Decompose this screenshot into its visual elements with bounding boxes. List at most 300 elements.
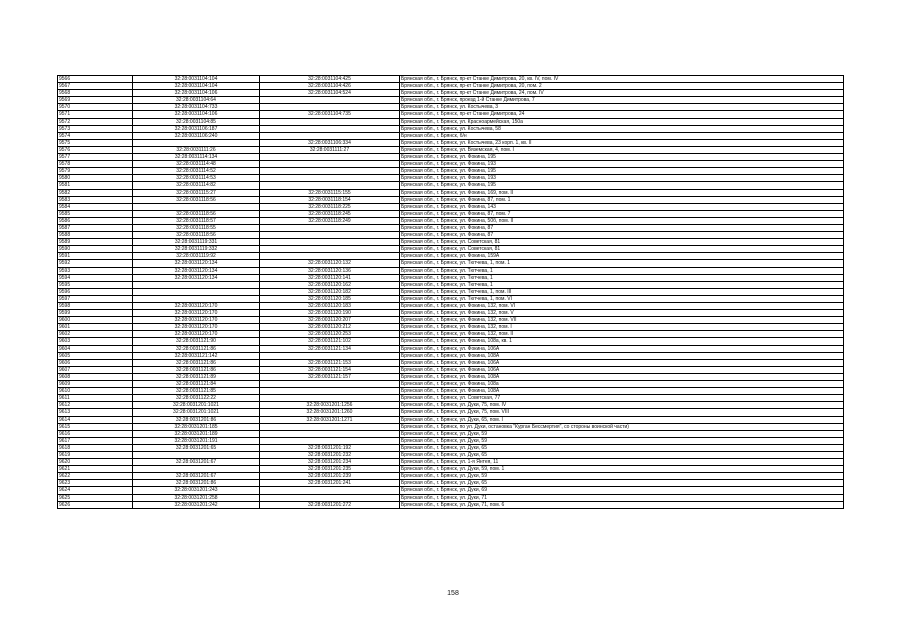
cadastral-number-cell: 32:28:0031118:55 [133,224,260,231]
address-cell: Брянская обл., г. Брянск, ул. Тютчева, 1 [400,267,844,274]
cadastral-number-cell: 32:28:0031201:65 [133,444,260,451]
cadastral-number-cell [133,451,260,458]
object-number-cell: 32:28:0031201:1271 [260,416,400,423]
row-number-cell: 9580 [58,175,133,182]
address-cell: Брянская обл., г. Брянск, ул. Дуки, 71, пом. 6 [400,501,844,508]
cadastral-number-cell: 32:28:0031119:331 [133,239,260,246]
row-number-cell: 9625 [58,494,133,501]
table-row [58,466,844,473]
table-row [58,210,844,217]
table-row [58,274,844,281]
table-row [58,473,844,480]
cadastral-number-cell [133,281,260,288]
address-cell: Брянская обл., г. Брянск, ул. Фокина, 87, пом. 7 [400,210,844,217]
cadastral-number-cell: 32:28:0031201:242 [133,501,260,508]
row-number-cell: 9605 [58,352,133,359]
table-row [58,118,844,125]
object-number-cell [260,161,400,168]
row-number-cell: 9603 [58,338,133,345]
object-number-cell [260,118,400,125]
table-row [58,395,844,402]
cadastral-number-cell: 32:28:0031120:170 [133,310,260,317]
table-row [58,423,844,430]
row-number-cell: 9581 [58,182,133,189]
table-row [58,324,844,331]
cadastral-number-cell [133,139,260,146]
object-number-cell [260,168,400,175]
object-number-cell [260,246,400,253]
row-number-cell: 9613 [58,409,133,416]
object-number-cell: 32:28:0031201:1256 [260,402,400,409]
cadastral-number-cell: 32:28:0031201:185 [133,423,260,430]
object-number-cell [260,395,400,402]
address-cell: Брянская обл., г. Брянск, пр-кт Станке Димитрова, 20, кв. IV, пом. IV [400,76,844,83]
object-number-cell [260,175,400,182]
table-row [58,267,844,274]
object-number-cell: 32:28:0031121:153 [260,359,400,366]
address-cell: Брянская обл., г. Брянск, ул. Тютчева, 1 [400,281,844,288]
table-row [58,132,844,139]
address-cell: Брянская обл., г. Брянск, ул. Дуки, 59 [400,437,844,444]
register-table [57,75,844,509]
row-number-cell: 9570 [58,104,133,111]
cadastral-number-cell: 32:28:0031121:86 [133,345,260,352]
address-cell: Брянская обл., г. Брянск, пр-кт Станке Димитрова, 24 [400,111,844,118]
address-cell: Брянская обл., г. Брянск, ул. Фокина, 132, пом. VI [400,303,844,310]
row-number-cell: 9626 [58,501,133,508]
object-number-cell: 32:28:0031120:132 [260,260,400,267]
row-number-cell: 9623 [58,480,133,487]
cadastral-number-cell: 32:28:0031118:57 [133,217,260,224]
address-cell: Брянская обл., г. Брянск, ул. Фокина, 159А [400,253,844,260]
table-row [58,359,844,366]
table-row [58,288,844,295]
cadastral-number-cell: 32:28:0031201:86 [133,416,260,423]
address-cell: Брянская обл., г. Брянск, ул. Фокина, 87 [400,224,844,231]
object-number-cell [260,253,400,260]
table-row [58,373,844,380]
cadastral-number-cell: 32:28:0031114:82 [133,182,260,189]
address-cell: Брянская обл., г. Брянск, ул. Фокина, 195 [400,154,844,161]
cadastral-number-cell: 32:28:0031120:170 [133,317,260,324]
cadastral-number-cell: 32:28:0031201:67 [133,459,260,466]
table-row [58,345,844,352]
table-row [58,402,844,409]
address-cell: Брянская обл., г. Брянск, ул. Фокина, 132, пом. VII [400,317,844,324]
address-cell: Брянская обл., г. Брянск, ул. Советская, 81 [400,239,844,246]
cadastral-number-cell: 32:28:0031104:106 [133,90,260,97]
row-number-cell: 9620 [58,459,133,466]
cadastral-number-cell [133,288,260,295]
table-row [58,430,844,437]
row-number-cell: 9589 [58,239,133,246]
address-cell: Брянская обл., г. Брянск, ул. Костычева, 23 корп. 1, кв. II [400,139,844,146]
object-number-cell [260,224,400,231]
row-number-cell: 9614 [58,416,133,423]
row-number-cell: 9584 [58,203,133,210]
object-number-cell: 32:28:0031118:225 [260,203,400,210]
address-cell: Брянская обл., г. Брянск, ул. Дуки, 59 [400,430,844,437]
cadastral-number-cell: 32:28:0031120:134 [133,267,260,274]
object-number-cell: 32:28:0031121:102 [260,338,400,345]
address-cell: Брянская обл., г. Брянск, ул. Фокина, 195 [400,182,844,189]
address-cell: Брянская обл., г. Брянск, ул. Фокина, 193 [400,175,844,182]
address-cell: Брянская обл., г. Брянск, ул. Фокина, 106А [400,359,844,366]
table-row [58,260,844,267]
object-number-cell [260,494,400,501]
cadastral-number-cell: 32:28:0031104:733 [133,104,260,111]
cadastral-number-cell: 32:28:0031106:240 [133,132,260,139]
object-number-cell: 32:28:0031201:192 [260,444,400,451]
page-number: 158 [447,590,459,597]
table-row [58,388,844,395]
row-number-cell: 9611 [58,395,133,402]
row-number-cell: 9612 [58,402,133,409]
object-number-cell: 32:28:0031104:426 [260,83,400,90]
cadastral-number-cell: 32:28:0031120:134 [133,260,260,267]
address-cell: Брянская обл., г. Брянск, ул. Фокина, 132, пом. I [400,324,844,331]
address-cell: Брянская обл., г. Брянск, ул. Фокина, 50б, пом. II [400,217,844,224]
cadastral-number-cell: 32:28:0031201:243 [133,487,260,494]
address-cell: Брянская обл., г. Брянск, ул. Фокина, 108А [400,388,844,395]
row-number-cell: 9596 [58,288,133,295]
object-number-cell: 32:28:0031120:162 [260,281,400,288]
object-number-cell: 32:28:0031120:253 [260,331,400,338]
row-number-cell: 9588 [58,232,133,239]
address-cell: Брянская обл., г. Брянск, ул. Тютчева, 1, пом. III [400,288,844,295]
table-row [58,366,844,373]
row-number-cell: 9583 [58,196,133,203]
cadastral-number-cell: 32:28:0031104:106 [133,111,260,118]
table-row [58,217,844,224]
address-cell: Брянская обл., г. Брянск, ул. Тютчева, 1, пом. VI [400,295,844,302]
cadastral-number-cell: 32:28:0031106:187 [133,125,260,132]
address-cell: Брянская обл., г. Брянск, ул. Дуки, 59 [400,473,844,480]
address-cell: Брянская обл., г. Брянск, ул. 1-я Янтея, 11 [400,459,844,466]
table-row [58,189,844,196]
object-number-cell: 32:28:0031201:1260 [260,409,400,416]
object-number-cell: 32:28:0031121:157 [260,373,400,380]
table-row [58,451,844,458]
object-number-cell: 32:28:0031201:234 [260,459,400,466]
object-number-cell: 32:28:0031201:232 [260,451,400,458]
table-row [58,239,844,246]
row-number-cell: 9592 [58,260,133,267]
address-cell: Брянская обл., г. Брянск, ул. Фокина, 193 [400,161,844,168]
object-number-cell [260,437,400,444]
table-row [58,161,844,168]
table-row [58,125,844,132]
address-cell: Брянская обл., г. Брянск, ул. Фокина, 106А [400,345,844,352]
address-cell: Брянская обл., г. Брянск, ул. Тютчева, 1 [400,274,844,281]
table-row [58,253,844,260]
register-sheet [57,75,844,509]
object-number-cell [260,232,400,239]
cadastral-number-cell: 32:28:0031201:86 [133,480,260,487]
object-number-cell: 32:28:0031115:155 [260,189,400,196]
row-number-cell: 9607 [58,366,133,373]
table-row [58,487,844,494]
cadastral-number-cell: 32:28:0031122:22 [133,395,260,402]
address-cell: Брянская обл., г. Брянск, ул. Дуки, 69 [400,487,844,494]
row-number-cell: 9601 [58,324,133,331]
cadastral-number-cell: 32:28:0031111:26 [133,146,260,153]
table-row [58,310,844,317]
row-number-cell: 9582 [58,189,133,196]
row-number-cell: 9587 [58,224,133,231]
cadastral-number-cell: 32:28:0031121:86 [133,366,260,373]
address-cell: Брянская обл., г. Брянск, ул. Фокина, 132, пом. II [400,331,844,338]
address-cell: Брянская обл., г. Брянск, ул. Советская, 81 [400,246,844,253]
cadastral-number-cell [133,295,260,302]
object-number-cell: 32:28:0031201:239 [260,473,400,480]
table-row [58,480,844,487]
object-number-cell [260,388,400,395]
row-number-cell: 9591 [58,253,133,260]
row-number-cell: 9566 [58,76,133,83]
object-number-cell [260,381,400,388]
object-number-cell: 32:28:0031121:134 [260,345,400,352]
address-cell: Брянская обл., г. Брянск, ул. Фокина, 87, пом. 1 [400,196,844,203]
table-row [58,303,844,310]
object-number-cell: 32:28:0031120:185 [260,295,400,302]
row-number-cell: 9595 [58,281,133,288]
cadastral-number-cell [133,466,260,473]
object-number-cell: 32:28:0031118:249 [260,217,400,224]
row-number-cell: 9578 [58,161,133,168]
address-cell: Брянская обл., г. Брянск, ул. Вяземская, 4, пом. I [400,146,844,153]
address-cell: Брянская обл., г. Брянск, ул. Костычева, 58 [400,125,844,132]
row-number-cell: 9615 [58,423,133,430]
address-cell: Брянская обл., г. Брянск, ул. Фокина, 108а, кв. 1 [400,338,844,345]
row-number-cell: 9575 [58,139,133,146]
row-number-cell: 9617 [58,437,133,444]
cadastral-number-cell: 32:28:0031119:332 [133,246,260,253]
row-number-cell: 9576 [58,146,133,153]
object-number-cell: 32:28:0031118:154 [260,196,400,203]
cadastral-number-cell: 32:28:0031114:134 [133,154,260,161]
row-number-cell: 9599 [58,310,133,317]
cadastral-number-cell: 32:28:0031121:85 [133,388,260,395]
address-cell: Брянская обл., г. Брянск, ул. Дуки, 71 [400,494,844,501]
address-cell: Брянская обл., г. Брянск, ул. Тютчева, 1, пом. 1 [400,260,844,267]
cadastral-number-cell [133,203,260,210]
cadastral-number-cell: 32:28:0031118:56 [133,232,260,239]
row-number-cell: 9602 [58,331,133,338]
cadastral-number-cell: 32:28:0031114:48 [133,161,260,168]
address-cell: Брянская обл., г. Брянск, ул. Фокина, 132, пом. V [400,310,844,317]
address-cell: Брянская обл., г. Брянск, ул. Советская, 77 [400,395,844,402]
row-number-cell: 9568 [58,90,133,97]
table-row [58,168,844,175]
table-row [58,111,844,118]
cadastral-number-cell: 32:28:0031201:191 [133,437,260,444]
table-row [58,459,844,466]
row-number-cell: 9598 [58,303,133,310]
row-number-cell: 9577 [58,154,133,161]
cadastral-number-cell: 32:28:0031121:89 [133,373,260,380]
object-number-cell: 32:28:0031111:27 [260,146,400,153]
cadastral-number-cell: 32:28:0031201:189 [133,430,260,437]
object-number-cell [260,430,400,437]
cadastral-number-cell: 32:28:0031118:56 [133,196,260,203]
table-row [58,409,844,416]
object-number-cell: 32:28:0031120:141 [260,274,400,281]
object-number-cell: 32:28:0031201:235 [260,466,400,473]
cadastral-number-cell: 32:28:0031104:104 [133,76,260,83]
table-row [58,381,844,388]
address-cell: Брянская обл., г. Брянск, ул. Дуки, 65 [400,444,844,451]
cadastral-number-cell: 32:28:0031114:53 [133,175,260,182]
object-number-cell [260,352,400,359]
address-cell: Брянская обл., г. Брянск, ул. Дуки, 75, пом. IV [400,402,844,409]
object-number-cell: 32:28:0031104:425 [260,76,400,83]
object-number-cell: 32:28:0031120:136 [260,267,400,274]
cadastral-number-cell: 32:28:0031104:104 [133,83,260,90]
cadastral-number-cell: 32:28:0031120:170 [133,324,260,331]
table-row [58,182,844,189]
row-number-cell: 9616 [58,430,133,437]
table-row [58,416,844,423]
address-cell: Брянская обл., г. Брянск, ул. Дуки, 75, пом. VIII [400,409,844,416]
address-cell: Брянская обл., г. Брянск, ул. Дуки, 59, пом. 1 [400,466,844,473]
row-number-cell: 9604 [58,345,133,352]
row-number-cell: 9600 [58,317,133,324]
object-number-cell [260,104,400,111]
cadastral-number-cell: 32:28:0031114:52 [133,168,260,175]
row-number-cell: 9597 [58,295,133,302]
object-number-cell [260,125,400,132]
address-cell: Брянская обл., г. Брянск, ул. Фокина, 195 [400,168,844,175]
table-row [58,90,844,97]
row-number-cell: 9608 [58,373,133,380]
object-number-cell: 32:28:0031104:735 [260,111,400,118]
table-row [58,352,844,359]
row-number-cell: 9579 [58,168,133,175]
row-number-cell: 9586 [58,217,133,224]
row-number-cell: 9571 [58,111,133,118]
table-row [58,139,844,146]
table-row [58,281,844,288]
table-row [58,175,844,182]
address-cell: Брянская обл., г. Брянск, ул. Дуки, 65, пом. I [400,416,844,423]
cadastral-number-cell: 32:28:0031115:27 [133,189,260,196]
cadastral-number-cell: 32:28:0031201:67 [133,473,260,480]
row-number-cell: 9572 [58,118,133,125]
address-cell: Брянская обл., г. Брянск, б/н [400,132,844,139]
table-row [58,224,844,231]
object-number-cell [260,423,400,430]
address-cell: Брянская обл., г. Брянск, ул. Фокина, 108А [400,352,844,359]
address-cell: Брянская обл., г. Брянск, ул. Фокина, 169, пом. II [400,189,844,196]
table-row [58,246,844,253]
table-row [58,437,844,444]
object-number-cell [260,239,400,246]
cadastral-number-cell: 32:28:0031120:170 [133,303,260,310]
row-number-cell: 9594 [58,274,133,281]
cadastral-number-cell: 32:28:0031120:170 [133,331,260,338]
address-cell: Брянская обл., г. Брянск, ул. Костычева, 3 [400,104,844,111]
address-cell: Брянская обл., г. Брянск, ул. Фокина, 108А [400,373,844,380]
cadastral-number-cell: 32:28:0031104:64 [133,97,260,104]
cadastral-number-cell: 32:28:0031201:258 [133,494,260,501]
row-number-cell: 9610 [58,388,133,395]
row-number-cell: 9618 [58,444,133,451]
row-number-cell: 9624 [58,487,133,494]
table-row [58,444,844,451]
table-row [58,203,844,210]
object-number-cell: 32:28:0031106:334 [260,139,400,146]
table-row [58,338,844,345]
object-number-cell: 32:28:0031118:245 [260,210,400,217]
row-number-cell: 9606 [58,359,133,366]
table-row [58,196,844,203]
row-number-cell: 9622 [58,473,133,480]
cadastral-number-cell: 32:28:0031201:1021 [133,409,260,416]
cadastral-number-cell: 32:28:0031120:134 [133,274,260,281]
table-row [58,232,844,239]
table-row [58,146,844,153]
row-number-cell: 9585 [58,210,133,217]
address-cell: Брянская обл., г. Брянск, ул. Дуки, 65 [400,451,844,458]
row-number-cell: 9590 [58,246,133,253]
register-table-body [58,76,844,509]
table-row [58,104,844,111]
table-row [58,97,844,104]
address-cell: Брянская обл., г. Брянск, пр-кт Станке Димитрова, 20, пом. 2 [400,83,844,90]
table-row [58,331,844,338]
cadastral-number-cell: 32:28:0031118:56 [133,210,260,217]
address-cell: Брянская обл., г. Брянск, ул. Фокина, 143 [400,203,844,210]
row-number-cell: 9569 [58,97,133,104]
address-cell: Брянская обл., г. Брянск, ул. Красноармейская, 150а [400,118,844,125]
table-row [58,295,844,302]
object-number-cell [260,182,400,189]
row-number-cell: 9593 [58,267,133,274]
address-cell: Брянская обл., г. Брянск, ул. Дуки, 65 [400,480,844,487]
table-row [58,154,844,161]
cadastral-number-cell: 32:28:0031121:142 [133,352,260,359]
object-number-cell: 32:28:0031120:207 [260,317,400,324]
address-cell: Брянская обл., г. Брянск, по ул. Дуки, остановка "Курган Бессмертия", со стороны воинской части) [400,423,844,430]
row-number-cell: 9567 [58,83,133,90]
object-number-cell [260,487,400,494]
row-number-cell: 9621 [58,466,133,473]
object-number-cell [260,154,400,161]
cadastral-number-cell: 32:28:0031104:85 [133,118,260,125]
table-row [58,83,844,90]
cadastral-number-cell: 32:28:0031201:1021 [133,402,260,409]
table-row [58,317,844,324]
cadastral-number-cell: 32:28:0031121:86 [133,359,260,366]
address-cell: Брянская обл., г. Брянск, пр-кт Станке Димитрова, 24, пом. IV [400,90,844,97]
address-cell: Брянская обл., г. Брянск, ул. Фокина, 106А [400,366,844,373]
address-cell: Брянская обл., г. Брянск, проезд 1-й Станке Димитрова, 7 [400,97,844,104]
table-row [58,76,844,83]
row-number-cell: 9619 [58,451,133,458]
object-number-cell: 32:28:0031104:524 [260,90,400,97]
table-row [58,501,844,508]
cadastral-number-cell: 32:28:0031119:92 [133,253,260,260]
row-number-cell: 9574 [58,132,133,139]
object-number-cell: 32:28:0031120:190 [260,310,400,317]
cadastral-number-cell: 32:28:0031121:90 [133,338,260,345]
object-number-cell: 32:28:0031120:212 [260,324,400,331]
object-number-cell [260,97,400,104]
row-number-cell: 9573 [58,125,133,132]
object-number-cell: 32:28:0031201:241 [260,480,400,487]
object-number-cell [260,132,400,139]
